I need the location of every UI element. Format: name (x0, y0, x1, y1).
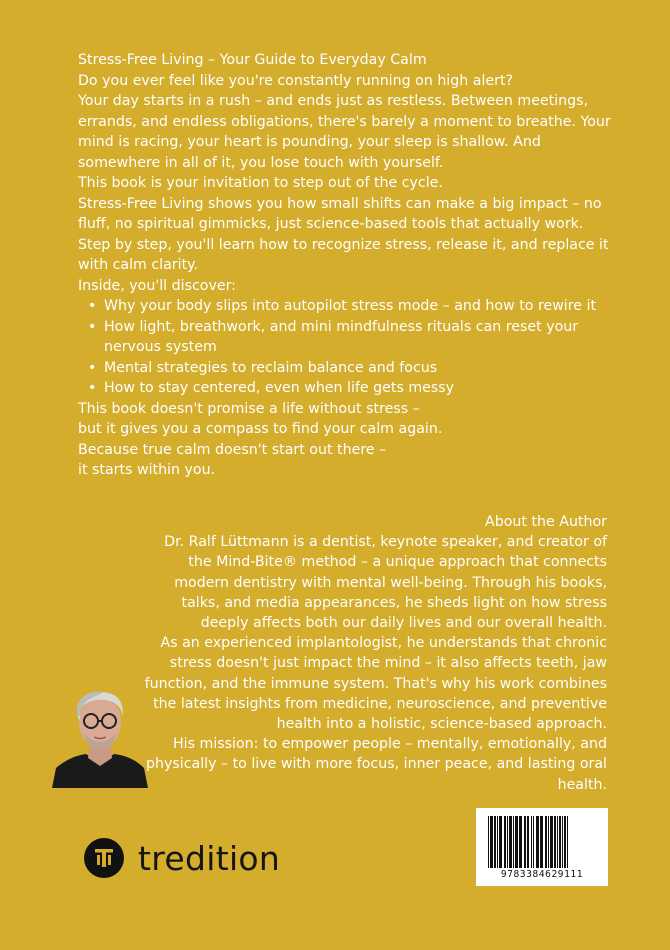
author-bio: Dr. Ralf Lüttmann is a dentist, keynote speaker, and creator of the Mind-Bite® method – a unique approach that connects modern dentistry with mental well-being. Through his books, talks, and media appearances, he sheds light on how stress deeply affects both our daily lives and our overall health. (164, 534, 607, 632)
author-photo (52, 686, 148, 788)
barcode-bar (504, 816, 506, 868)
barcode-bars (476, 808, 608, 870)
barcode-bar (519, 816, 522, 868)
barcode-bar (524, 816, 526, 868)
barcode-bar (490, 816, 493, 868)
barcode-bar (557, 816, 558, 868)
tredition-logo-icon (84, 838, 124, 878)
publisher-name: tredition (138, 838, 281, 878)
publisher-logo (84, 836, 280, 880)
barcode-bar (548, 816, 549, 868)
barcode-bar (540, 816, 543, 868)
back-cover-blurb (78, 50, 618, 481)
barcode-bar (515, 816, 518, 868)
feature-list (78, 296, 618, 399)
author-heading: About the Author (484, 514, 607, 530)
barcode-bar (559, 816, 561, 868)
barcode-bar (494, 816, 496, 868)
barcode-bar (513, 816, 514, 868)
list-item: • How light, breathwork, and mini mindfulness rituals can reset your nervous system (104, 317, 618, 358)
author-bio: His mission: to empower people – mentally, emotionally, and physically – to live with more focus, inner peace, and lasting oral health. (146, 736, 607, 793)
blurb-list-intro: Inside, you'll discover: (78, 277, 236, 294)
barcode-bar (533, 816, 534, 868)
blurb-paragraph: This book is your invitation to step out of the cycle. (78, 175, 443, 191)
barcode-bar (509, 816, 512, 868)
list-item: • Why your body slips into autopilot stress mode – and how to rewire it (104, 296, 618, 317)
barcode-bar (550, 816, 553, 868)
barcode-bar (564, 816, 566, 868)
barcode-bar (531, 816, 532, 868)
barcode-bar (567, 816, 568, 868)
blurb-question: Do you ever feel like you're constantly running on high alert? (78, 72, 514, 89)
blurb-paragraph: Your day starts in a rush – and ends just as restless. Between meetings, errands, and endless obligations, there's barely a moment to breathe. Your mind is racing, your heart is pounding, your sleep is shallow. And somewhere in all of it, you lose touch with yourself. (78, 93, 611, 171)
list-item: • Mental strategies to reclaim balance and focus (104, 358, 618, 379)
blurb-paragraph: Stress-Free Living shows you how small shifts can make a big impact – no fluff, no spiritual gimmicks, just science-based tools that actually work. Step by step, you'll learn how to recognize stress, release it, and replace it with calm clarity. (78, 195, 609, 273)
closing-line: This book doesn't promise a life without stress – (78, 400, 420, 417)
barcode-bar (554, 816, 556, 868)
isbn-barcode (476, 808, 608, 886)
barcode-bar (499, 816, 502, 868)
barcode-bar (488, 816, 489, 868)
barcode-bar (562, 816, 563, 868)
closing-line: it starts within you. (78, 462, 216, 478)
book-tagline: Stress-Free Living – Your Guide to Everyday Calm (78, 52, 427, 68)
barcode-bar (545, 816, 547, 868)
closing-line: but it gives you a compass to find your calm again. (78, 421, 443, 437)
barcode-bar (536, 816, 539, 868)
list-item: • How to stay centered, even when life gets messy (104, 378, 618, 399)
author-bio: As an experienced implantologist, he understands that chronic stress doesn't just impact the mind – it also affects teeth, jaw function, and the immune system. That's why his work combines the latest insights from medicine, neuroscience, and preventive health into a holistic, science-based approach. (144, 635, 607, 733)
barcode-bar (497, 816, 498, 868)
barcode-bar (527, 816, 529, 868)
barcode-bar (507, 816, 508, 868)
about-the-author (137, 512, 607, 795)
closing-line: Because true calm doesn't start out there – (78, 441, 387, 458)
isbn-digits: 9783384629111 (500, 869, 584, 880)
